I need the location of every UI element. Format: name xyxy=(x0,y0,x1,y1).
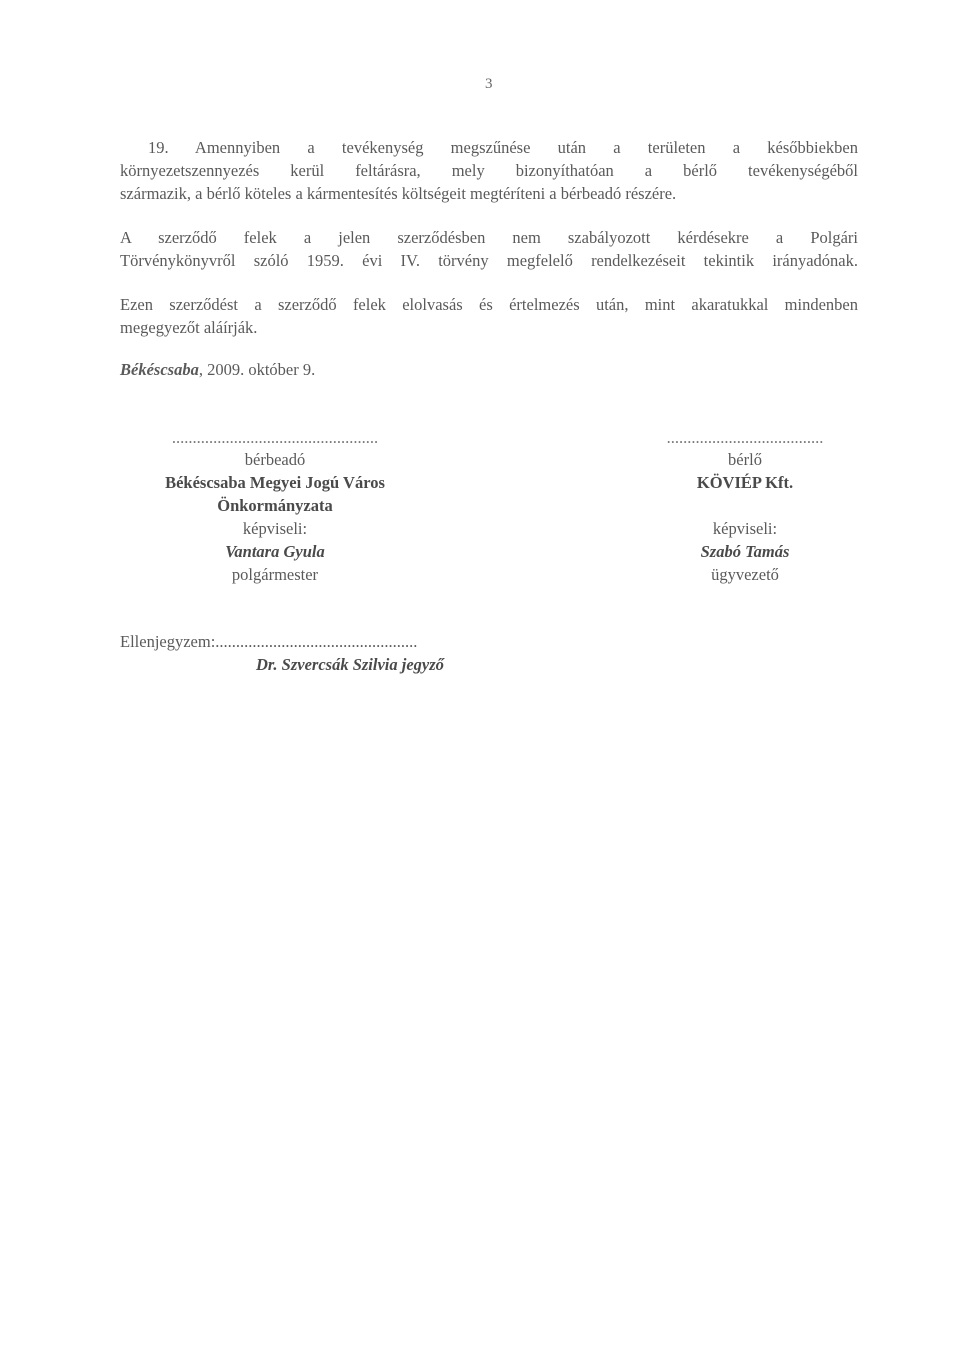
clause-19 xyxy=(120,136,858,205)
page-number: 3 xyxy=(485,76,493,92)
lessor-name-line2: Önkormányzata xyxy=(217,496,333,515)
place: Békéscsaba xyxy=(120,360,199,379)
lessee-signature-block xyxy=(600,426,890,586)
signing-clause-line: Ezen szerződést a szerződő felek elolvasás és értelmezés után, mint akaratukkal mindenben xyxy=(120,295,858,314)
date: , 2009. október 9. xyxy=(198,360,316,379)
signing-clause-line: megegyezőt aláírják. xyxy=(120,318,258,337)
countersign-signer: Dr. Szvercsák Szilvia jegyző xyxy=(256,655,444,674)
clause-19-line: 19. Amennyiben a tevékenység megszűnése után a területen a későbbiekben xyxy=(148,138,858,157)
signature-line: ...................................... xyxy=(666,428,824,447)
spacer xyxy=(600,494,890,517)
lessee-title: ügyvezető xyxy=(711,565,779,584)
lessor-signature-block xyxy=(115,426,435,586)
lessor-role: bérbeadó xyxy=(244,450,306,469)
countersign-dots: ................................................. xyxy=(215,632,418,651)
civil-code-line: Törvénykönyvről szóló 1959. évi IV. törvény megfelelő rendelkezéseit tekintik irányadónak. xyxy=(120,251,858,270)
lessee-representative: Szabó Tamás xyxy=(700,542,790,561)
clause-19-line: környezetszennyezés kerül feltárásra, mely bizonyíthatóan a bérlő tevékenységéből xyxy=(120,161,858,180)
lessor-title: polgármester xyxy=(231,565,319,584)
countersign-block xyxy=(120,630,444,676)
civil-code-clause xyxy=(120,226,858,272)
place-date xyxy=(120,360,315,380)
lessor-name-line1: Békéscsaba Megyei Jogú Város xyxy=(165,473,385,492)
clause-19-line: származik, a bérlő köteles a kármentesítés költségeit megtéríteni a bérbeadó részére. xyxy=(120,184,677,203)
signature-line: .................................................. xyxy=(171,428,379,447)
countersign-label: Ellenjegyzem: xyxy=(120,632,216,651)
lessor-represented-by: képviseli: xyxy=(242,519,308,538)
signing-clause xyxy=(120,293,858,339)
lessee-role: bérlő xyxy=(728,450,762,469)
civil-code-line: A szerződő felek a jelen szerződésben nem szabályozott kérdésekre a Polgári xyxy=(120,228,858,247)
lessor-representative: Vantara Gyula xyxy=(225,542,325,561)
lessee-represented-by: képviseli: xyxy=(712,519,778,538)
lessee-name: KÖVIÉP Kft. xyxy=(696,473,794,492)
